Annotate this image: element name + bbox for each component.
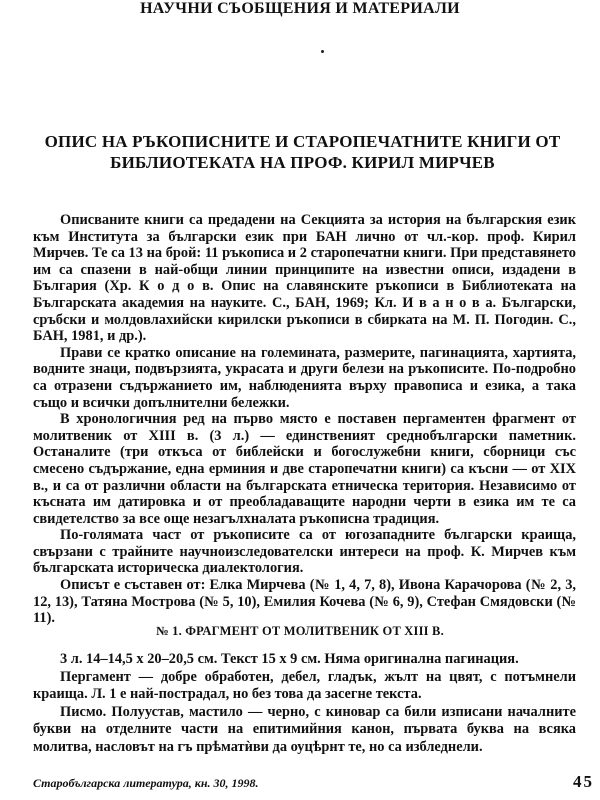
paragraph: Прави се кратко описание на големината, размерите, пагинацията, хартията, водните знаци, подвързията, украсата и други белези на ръкописите. По-подробно са отразени съдържанието им, наблюденията върху правописа и езика, а така също и всички допълнителни бележки.: [33, 344, 576, 411]
stray-mark: [321, 50, 324, 53]
page-number: 45: [573, 772, 594, 791]
journal-footer: Старобългарска литература, кн. 30, 1998.: [33, 776, 259, 790]
paragraph: 3 л. 14–14,5 х 20–20,5 см. Текст 15 х 9 см. Няма оригинална пагинация.: [60, 651, 519, 667]
paragraph: Писмо. Полуустав, мастило — черно, с киновар са били изписани началните букви на отделните части на епитимийния канон, първата буква на всяка молитва, насловът на гъ прѣматѝви да оуцѣрнт те, но са избледнели.: [33, 703, 576, 755]
paragraph: Описът е съставен от: Елка Мирчева (№ 1, 4, 7, 8), Ивона Карачорова (№ 2, 3, 12, 13), Татяна Мострова (№ 5, 10), Емилия Кочева (№ 6, 9), Стефан Смядовски (№ 11).: [33, 577, 576, 627]
paragraph: Описваните книги са предадени на Секцията за история на българския език към Института за български език при БАН лично от чл.-кор. проф. Кирил Мирчев. Те са 13 на брой: 11 ръкописа и 2 старопечатни книги. При представянето им са спазени в най-общи линии принципите на известни описи, издадени в България (Хр. К о д о в. Опис на славянските ръкописи в Библиотеката на Българската академия на науките. С., БАН, 1969; Кл. И в а н о в а. Български, сръбски и молдовлахийски кирилски ръкописи в сбирката на М. П. Погодин. С., БАН, 1981, и др.).: [33, 212, 576, 345]
running-header: НАУЧНИ СЪОБЩЕНИЯ И МАТЕРИАЛИ: [140, 0, 460, 17]
paragraph: Пергамент — добре обработен, дебел, гладък, жълт на цвят, с потъмнели краища. Л. 1 е най-пострадал, но без това да засегне текста.: [33, 668, 576, 703]
section-heading: № 1. ФРАГМЕНТ ОТ МОЛИТВЕНИК ОТ XIII В.: [156, 624, 444, 638]
paragraph: По-голямата част от ръкописите са от югозападните български краища, свързани с трайните научноизследователски интереси на проф. К. Мирчев към българската историческа диалектология.: [33, 527, 576, 577]
paragraph: В хронологичния ред на първо място е поставен пергаментен фрагмент от молитвеник от XIII в. (3 л.) — единственият среднобългарски паметник. Останалите (три откъса от библейски и богослужебни книги, сборници със смесено съдържание, една ерминия и две старопечатни книги) са късни — от XIX в., и са от различни области на българската етническа територия. Независимо от късната им датировка и от преобладаващите народни черти в езика им те са свидетелство за все още незагълхналата ръкописна традиция.: [33, 411, 576, 527]
article-body: [33, 212, 576, 627]
section-body: [33, 651, 576, 757]
article-title: ОПИС НА РЪКОПИСНИТЕ И СТАРОПЕЧАТНИТЕ КНИГИ ОТ БИБЛИОТЕКАТА НА ПРОФ. КИРИЛ МИРЧЕВ: [44, 132, 561, 172]
